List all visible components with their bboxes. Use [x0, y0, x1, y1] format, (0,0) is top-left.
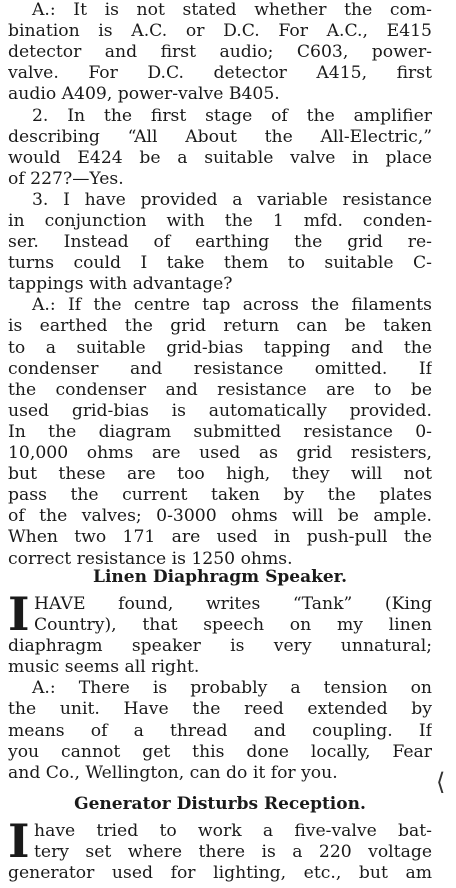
text-line: A.: If the centre tap across the filaments [32, 295, 432, 316]
text-line: tery set where there is a 220 voltage [34, 842, 432, 863]
drop-cap: I [8, 814, 30, 868]
text-line: used grid-bias is automatically provided. [8, 400, 432, 421]
text-line: turns could I take them to suitable C- [8, 253, 432, 274]
text-line: ser. Instead of earthing the grid re- [8, 232, 432, 253]
section-heading-generator: Generator Disturbs Reception. [74, 794, 366, 814]
text-line: A.: There is probably a tension on [32, 678, 432, 699]
text-line: means of a thread and coupling. If [8, 720, 432, 741]
text-line: bination is A.C. or D.C. For A.C., E415 [8, 21, 432, 42]
question-2 [8, 106, 432, 190]
answer-1 [8, 0, 432, 105]
question-3 [8, 190, 432, 295]
text-line: have tried to work a five-valve bat- [34, 821, 432, 841]
text-line: 3. I have provided a variable resistance [32, 189, 432, 210]
text-line: you cannot get this done locally, Fear [8, 741, 432, 762]
letter-generator [8, 814, 432, 884]
text-line: and Co., Wellington, can do it for you. [8, 762, 338, 783]
text-line: correct resistance is 1250 ohms. [8, 548, 293, 569]
text-line: HAVE found, writes “Tank” (King [34, 594, 432, 614]
text-line: 10,000 ohms are used as grid resisters, [8, 443, 432, 464]
letter-linen [8, 587, 432, 678]
text-line: In the diagram submitted resistance 0- [8, 421, 432, 442]
text-line: audio A409, power-valve B405. [8, 84, 280, 105]
text-line: describing “All About the All-Electric,” [8, 126, 432, 147]
text-line: of the valves; 0-3000 ohms will be ample. [8, 506, 432, 527]
text-line: diaphragm speaker is very unnatural; [8, 636, 432, 657]
text-line: When two 171 are used in push-pull the [8, 527, 432, 548]
margin-mark: ⟨ [436, 768, 446, 796]
text-line: valve. For D.C. detector A415, first [8, 63, 432, 84]
text-line: music seems all right. [8, 657, 200, 678]
text-line: condenser and resistance omitted. If [8, 358, 432, 379]
text-line: but these are too high, they will not [8, 464, 432, 485]
text-line: in conjunction with the 1 mfd. conden- [8, 210, 432, 231]
text-line: generator used for lighting, etc., but am [8, 863, 432, 884]
text-line: tappings with advantage? [8, 274, 233, 295]
text-line: pass the current taken by the plates [8, 485, 432, 506]
text-line: to a suitable grid-bias tapping and the [8, 337, 432, 358]
text-line: A.: It is not stated whether the com- [32, 0, 432, 20]
text-line: 2. In the first stage of the amplifier [32, 105, 432, 126]
drop-cap: I [8, 587, 30, 641]
text-line: of 227?—Yes. [8, 168, 124, 189]
text-line: would E424 be a suitable valve in place [8, 147, 432, 168]
text-line: detector and first audio; C603, power- [8, 42, 432, 63]
answer-3 [8, 295, 432, 569]
text-line: the unit. Have the reed extended by [8, 699, 432, 720]
text-line: is earthed the grid return can be taken [8, 316, 432, 337]
text-line: the condenser and resistance are to be [8, 379, 432, 400]
text-line: Country), that speech on my linen [34, 615, 432, 636]
answer-linen [8, 678, 432, 783]
section-heading-linen: Linen Diaphragm Speaker. [93, 567, 347, 587]
